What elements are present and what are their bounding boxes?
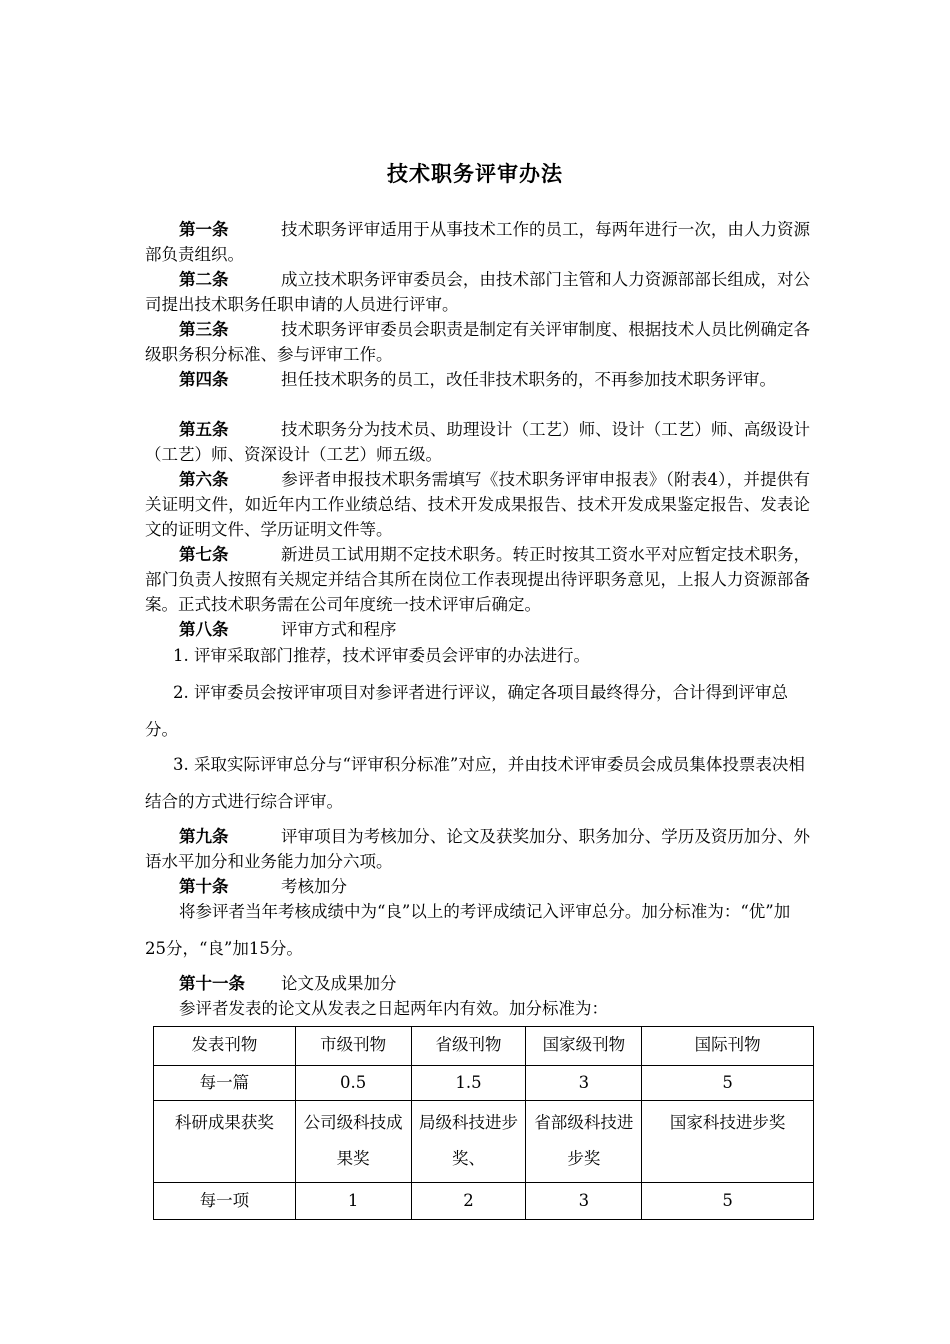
table-cell: 局级科技进步奖、 — [411, 1101, 526, 1183]
table-cell: 0.5 — [295, 1066, 411, 1101]
article-label: 第三条 — [179, 320, 229, 339]
table-cell: 省部级科技进步奖 — [526, 1101, 642, 1183]
article-text: 评审项目为考核加分、论文及获奖加分、职务加分、学历及资历加分、外语水平加分和业务能力加分六项。 — [145, 827, 810, 871]
article-label: 第七条 — [179, 545, 229, 564]
table-cell: 市级刊物 — [295, 1027, 411, 1066]
table-cell: 每一项 — [154, 1183, 296, 1220]
article-text: 论文及成果加分 — [281, 974, 397, 993]
article-text: 考核加分 — [281, 877, 347, 896]
table-cell: 5 — [642, 1066, 814, 1101]
score-table — [153, 1026, 814, 1220]
table-row — [154, 1183, 814, 1220]
article-text: 技术职务分为技术员、助理设计（工艺）师、设计（工艺）师、高级设计（工艺）师、资深设计（工艺）师五级。 — [145, 420, 810, 464]
table-cell: 2 — [411, 1183, 526, 1220]
article-11-body: 参评者发表的论文从发表之日起两年内有效。加分标准为： — [179, 999, 608, 1018]
article-label: 第二条 — [179, 270, 229, 289]
article-1 — [145, 217, 810, 267]
procedure-item-1: 1. 评审采取部门推荐，技术评审委员会评审的办法进行。 — [173, 646, 590, 665]
table-row — [154, 1066, 814, 1101]
article-3 — [145, 317, 810, 367]
article-label: 第一条 — [179, 220, 229, 239]
article-4 — [145, 367, 810, 392]
article-label: 第九条 — [179, 827, 229, 846]
article-11 — [145, 971, 810, 996]
article-7 — [145, 542, 810, 617]
article-label: 第十条 — [179, 877, 229, 896]
table-cell: 5 — [642, 1183, 814, 1220]
table-cell: 省级刊物 — [411, 1027, 526, 1066]
procedure-item-2: 2. 评审委员会按评审项目对参评者进行评议，确定各项目最终得分，合计得到评审总分。 — [145, 683, 788, 739]
table-cell: 3 — [526, 1183, 642, 1220]
table-cell: 1.5 — [411, 1066, 526, 1101]
article-text: 参评者申报技术职务需填写《技术职务评审申报表》（附表4），并提供有关证明文件，如近年内工作业绩总结、技术开发成果报告、技术开发成果鉴定报告、发表论文的证明文件、学历证明文件等。 — [145, 470, 810, 539]
page-title: 技术职务评审办法 — [387, 161, 563, 186]
table-cell: 国家科技进步奖 — [642, 1101, 814, 1183]
article-9 — [145, 824, 810, 874]
article-text: 担任技术职务的员工，改任非技术职务的，不再参加技术职务评审。 — [281, 370, 776, 389]
article-text: 技术职务评审委员会职责是制定有关评审制度、根据技术人员比例确定各级职务积分标准、参与评审工作。 — [145, 320, 810, 364]
article-text: 成立技术职务评审委员会，由技术部门主管和人力资源部部长组成，对公司提出技术职务任职申请的人员进行评审。 — [145, 270, 810, 314]
table-row — [154, 1101, 814, 1183]
table-cell: 1 — [295, 1183, 411, 1220]
article-label: 第十一条 — [179, 974, 245, 993]
table-cell: 每一篇 — [154, 1066, 296, 1101]
article-5 — [145, 417, 810, 467]
article-text: 技术职务评审适用于从事技术工作的员工，每两年进行一次，由人力资源部负责组织。 — [145, 220, 810, 264]
table-cell: 科研成果获奖 — [154, 1101, 296, 1183]
procedure-item-3: 3. 采取实际评审总分与“评审积分标准”对应，并由技术评审委员会成员集体投票表决相结合的方式进行综合评审。 — [145, 755, 805, 811]
article-2 — [145, 267, 810, 317]
table-cell: 国家级刊物 — [526, 1027, 642, 1066]
table-cell: 国际刊物 — [642, 1027, 814, 1066]
table-cell: 公司级科技成果奖 — [295, 1101, 411, 1183]
article-label: 第五条 — [179, 420, 229, 439]
article-label: 第四条 — [179, 370, 229, 389]
article-6 — [145, 467, 810, 542]
article-text: 评审方式和程序 — [281, 620, 397, 639]
table-cell: 3 — [526, 1066, 642, 1101]
article-text: 新进员工试用期不定技术职务。转正时按其工资水平对应暂定技术职务，部门负责人按照有关规定并结合其所在岗位工作表现提出待评职务意见，上报人力资源部备案。正式技术职务需在公司年度统一技术评审后确定。 — [145, 545, 810, 614]
article-10-body: 将参评者当年考核成绩中为“良”以上的考评成绩记入评审总分。加分标准为：“优”加25分，“良”加15分。 — [145, 902, 791, 958]
table-cell: 发表刊物 — [154, 1027, 296, 1066]
article-label: 第八条 — [179, 620, 229, 639]
article-label: 第六条 — [179, 470, 229, 489]
table-row — [154, 1027, 814, 1066]
